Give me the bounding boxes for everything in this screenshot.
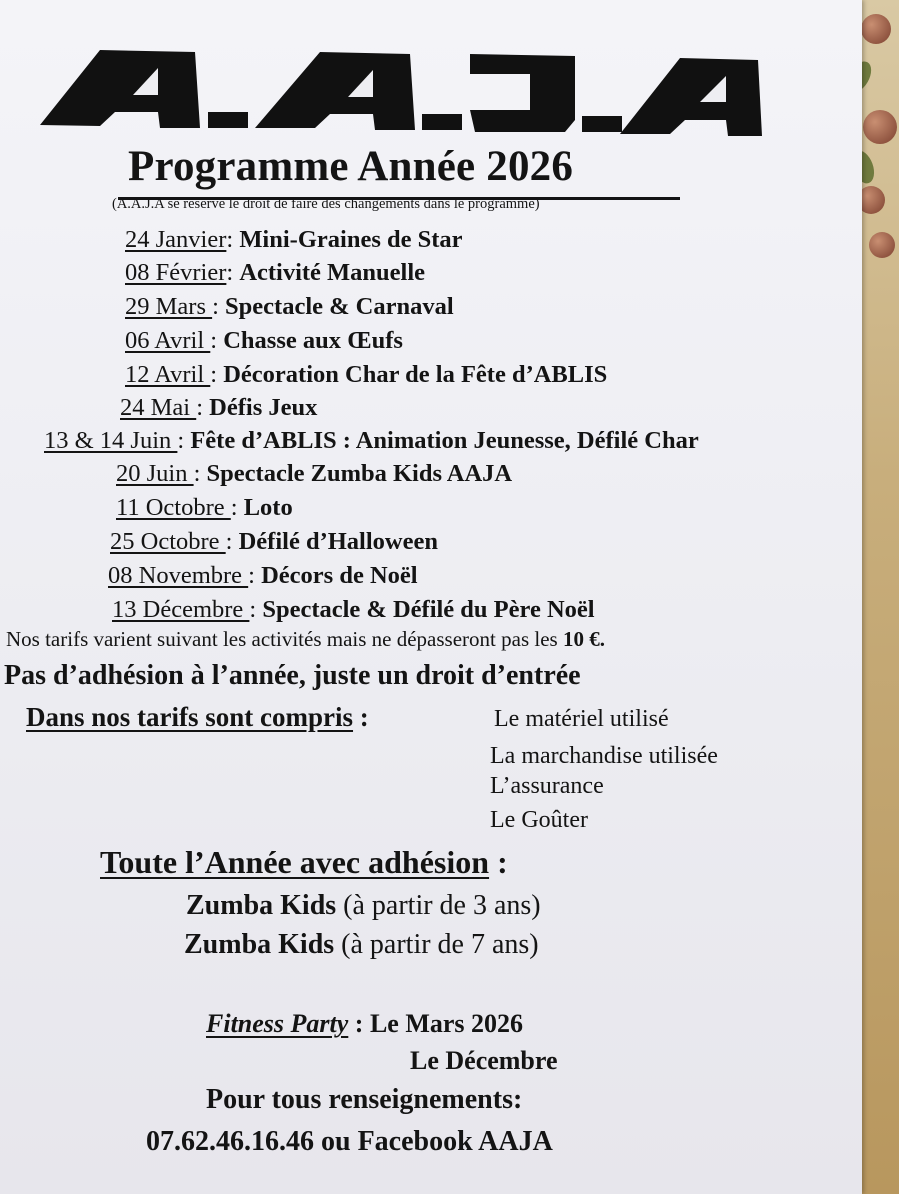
event-name: Décors de Noël <box>261 562 418 589</box>
event-date: 13 Décembre <box>112 596 250 623</box>
included-item: Le Goûter <box>490 807 588 833</box>
year-round-item: Zumba Kids (à partir de 7 ans) <box>184 929 539 960</box>
event-name: Spectacle & Défilé du Père Noël <box>262 596 595 623</box>
event-name: Chasse aux Œufs <box>223 327 403 354</box>
pricing-note: Nos tarifs varient suivant les activités mais ne dépasseront pas les 10 €. <box>6 627 605 651</box>
fitness-party-date-2: Le Décembre <box>410 1046 558 1075</box>
contact-details: 07.62.46.16.46 ou Facebook AAJA <box>146 1126 553 1157</box>
event-name: Mini-Graines de Star <box>239 226 463 253</box>
year-round-item: Zumba Kids (à partir de 3 ans) <box>186 890 541 921</box>
fitness-party: Fitness Party : Le Mars 2026 <box>206 1009 524 1038</box>
event-name: Spectacle & Carnaval <box>225 293 454 320</box>
event-row: 11 Octobre : Loto <box>116 494 293 521</box>
event-date: 13 & 14 Juin <box>44 427 178 454</box>
year-round-heading: Toute l’Année avec adhésion : <box>100 844 508 880</box>
included-heading: Dans nos tarifs sont compris : <box>26 702 369 732</box>
event-row: 20 Juin : Spectacle Zumba Kids AAJA <box>116 460 513 487</box>
event-row: 13 & 14 Juin : Fête d’ABLIS : Animation Jeunesse, Défilé Char <box>44 427 699 454</box>
event-date: 25 Octobre <box>110 528 226 555</box>
event-date: 06 Avril <box>125 327 211 354</box>
event-row: 12 Avril : Décoration Char de la Fête d’ABLIS <box>125 361 608 388</box>
event-row: 29 Mars : Spectacle & Carnaval <box>125 293 454 320</box>
event-date: 11 Octobre <box>116 494 231 521</box>
decoration-berry <box>861 14 891 44</box>
event-date: 12 Avril <box>125 361 211 388</box>
included-item: La marchandise utilisée <box>490 743 718 769</box>
event-row: 08 Février: Activité Manuelle <box>125 259 426 286</box>
decoration-berry <box>869 232 895 258</box>
event-row: 08 Novembre : Décors de Noël <box>108 562 418 589</box>
event-date: 08 Février <box>125 259 227 286</box>
included-item: Le matériel utilisé <box>494 706 669 732</box>
event-name: Défilé d’Halloween <box>238 528 438 555</box>
event-row: 13 Décembre : Spectacle & Défilé du Père Noël <box>112 596 595 623</box>
event-name: Décoration Char de la Fête d’ABLIS <box>223 361 608 388</box>
fitness-party-label: Fitness Party <box>206 1009 349 1038</box>
event-name: Fête d’ABLIS : Animation Jeunesse, Défilé Char <box>190 427 699 454</box>
event-date: 24 Mai <box>120 394 197 421</box>
event-date: 24 Janvier <box>125 226 227 253</box>
event-row: 24 Janvier: Mini-Graines de Star <box>125 226 463 253</box>
event-name: Loto <box>243 494 293 521</box>
price-cap: 10 €. <box>562 627 605 651</box>
no-membership-notice: Pas d’adhésion à l’année, juste un droit d’entrée <box>4 660 581 691</box>
event-date: 08 Novembre <box>108 562 249 589</box>
page-title: Programme Année 2026 <box>128 143 574 190</box>
event-row: 06 Avril : Chasse aux Œufs <box>125 327 403 354</box>
event-row: 25 Octobre : Défilé d’Halloween <box>110 528 438 555</box>
decoration-berry <box>863 110 897 144</box>
event-date: 29 Mars <box>125 293 213 320</box>
disclaimer: (A.A.J.A se réserve le droit de faire des changements dans le programme) <box>112 196 540 212</box>
aaja-logo <box>30 40 770 145</box>
event-date: 20 Juin <box>116 460 194 487</box>
included-item: L’assurance <box>490 773 604 799</box>
event-name: Défis Jeux <box>209 394 318 421</box>
contact-heading: Pour tous renseignements: <box>206 1084 523 1115</box>
event-row: 24 Mai : Défis Jeux <box>120 394 318 421</box>
event-name: Spectacle Zumba Kids AAJA <box>206 460 513 487</box>
event-name: Activité Manuelle <box>239 259 426 286</box>
